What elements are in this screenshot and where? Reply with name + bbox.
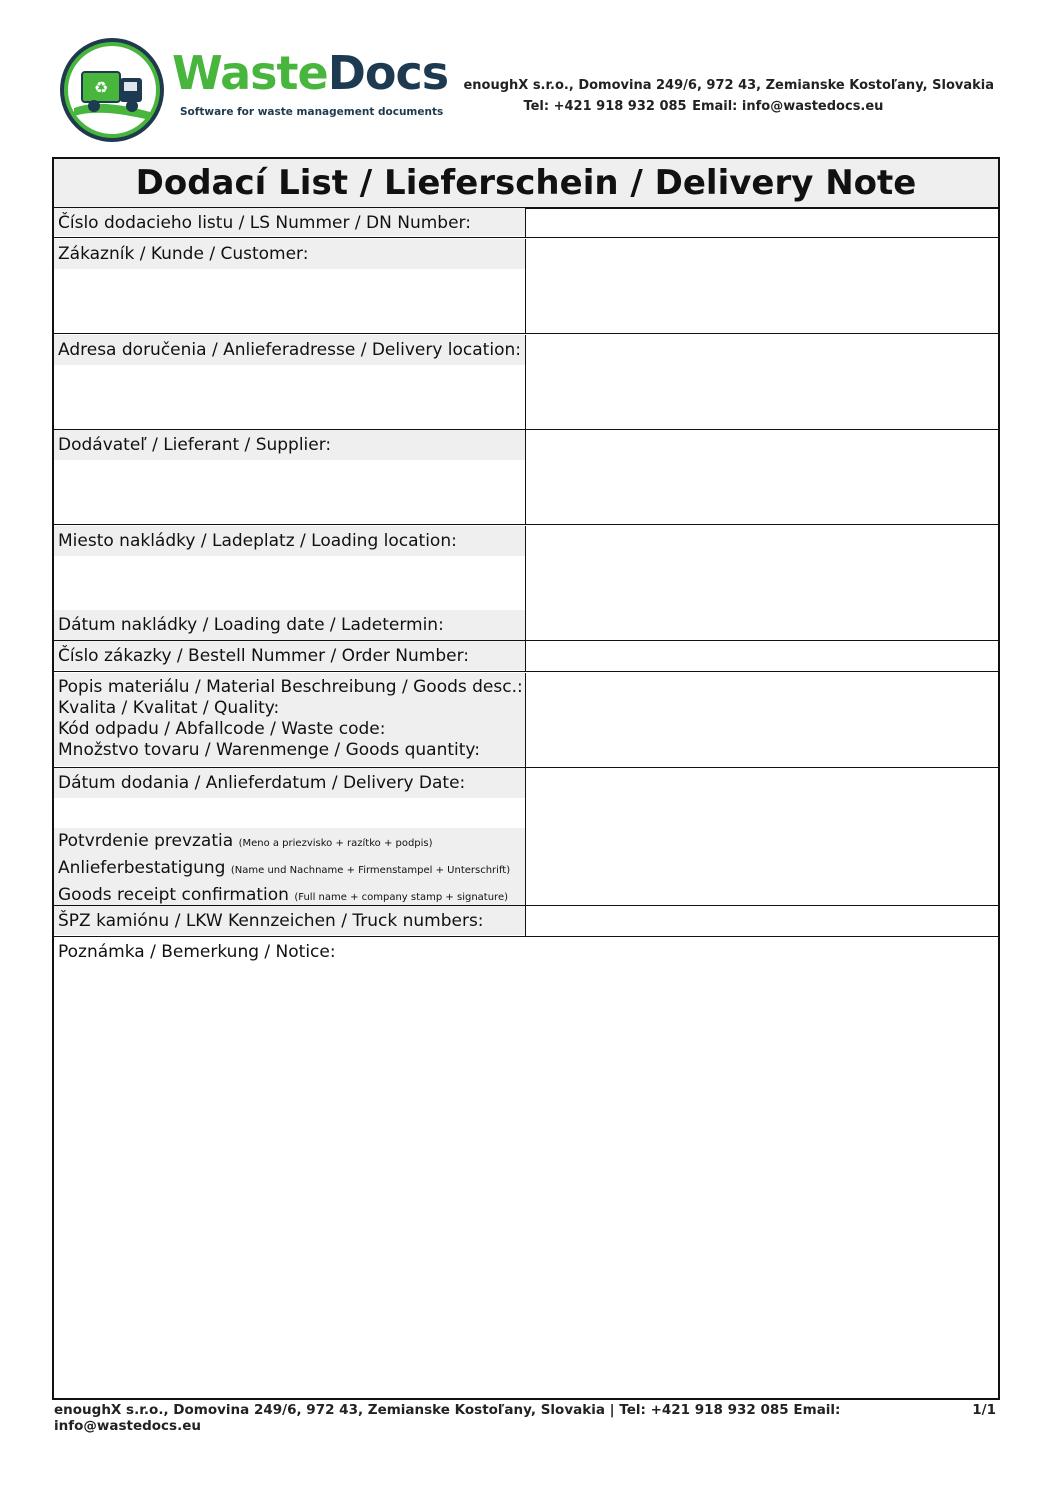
company-email: Email: info@wastedocs.eu [692, 99, 884, 114]
row-delivery-date [54, 768, 998, 906]
receipt-confirmation-labels [54, 828, 525, 905]
row-delivery-location [54, 335, 998, 430]
row-supplier [54, 430, 998, 525]
goods-field[interactable] [526, 673, 998, 767]
notice-label: Poznámka / Bemerkung / Notice: [58, 942, 336, 962]
loading-date-label: Dátum nakládky / Loading date / Ladetermin: [54, 610, 525, 640]
row-dn-number [54, 208, 998, 238]
supplier-field[interactable] [526, 430, 998, 524]
company-address: enoughX s.r.o., Domovina 249/6, 972 43, Zemianske Kostoľany, Slovakia [463, 78, 994, 93]
truck-logo-icon [60, 38, 164, 142]
page-footer [54, 1402, 996, 1434]
truck-numbers-label: ŠPZ kamiónu / LKW Kennzeichen / Truck numbers: [54, 906, 525, 935]
goods-desc-label: Popis materiálu / Material Beschreibung / Goods desc.: [58, 677, 523, 697]
row-order-number [54, 641, 998, 672]
page-number: 1/1 [972, 1402, 996, 1418]
company-info [463, 75, 994, 117]
form-title: Dodací List / Lieferschein / Delivery Note [54, 159, 998, 209]
notice-field[interactable] [54, 938, 998, 1398]
dn-number-label: Číslo dodacieho listu / LS Nummer / DN Number: [54, 208, 525, 236]
customer-field[interactable] [526, 239, 998, 333]
footer-text: enoughX s.r.o., Domovina 249/6, 972 43, Zemianske Kostoľany, Slovakia | Tel: +421 918 932 085 Email: info@wastedocs.eu [54, 1402, 841, 1434]
supplier-label: Dodávateľ / Lieferant / Supplier: [54, 430, 525, 460]
waste-code-label: Kód odpadu / Abfallcode / Waste code: [58, 719, 386, 739]
goods-quantity-label: Množstvo tovaru / Warenmenge / Goods quantity: [58, 740, 480, 760]
company-tel: Tel: +421 918 932 085 [523, 99, 687, 114]
confirm-sk-label: Potvrdenie prevzatia [58, 831, 234, 851]
customer-label: Zákazník / Kunde / Customer: [54, 239, 525, 269]
loading-location-field[interactable] [526, 526, 998, 640]
delivery-note-form [52, 157, 1000, 1400]
order-number-field[interactable] [526, 641, 998, 671]
delivery-date-field[interactable] [526, 768, 998, 905]
goods-labels [54, 673, 525, 766]
row-loading-location [54, 526, 998, 641]
wastedocs-logo [50, 36, 449, 146]
svg-text:♻: ♻ [93, 78, 109, 97]
quality-label: Kvalita / Kvalitat / Quality: [58, 698, 280, 718]
delivery-location-label: Adresa doručenia / Anlieferadresse / Delivery location: [54, 335, 525, 365]
confirm-de-note: (Name und Nachname + Firmenstampel + Unterschrift) [230, 865, 511, 876]
confirm-sk-note: (Meno a priezvisko + razítko + podpis) [238, 838, 433, 849]
delivery-location-field[interactable] [526, 335, 998, 429]
brand-name: WasteDocs [172, 46, 449, 100]
order-number-label: Číslo zákazky / Bestell Nummer / Order Number: [54, 641, 525, 670]
confirm-en-note: (Full name + company stamp + signature) [294, 892, 508, 903]
brand-tagline: Software for waste management documents [180, 106, 444, 118]
loading-location-label: Miesto nakládky / Ladeplatz / Loading location: [54, 526, 525, 556]
confirm-en-label: Goods receipt confirmation [58, 885, 289, 905]
confirm-de-label: Anlieferbestatigung [58, 858, 226, 878]
row-goods [54, 673, 998, 768]
dn-number-field[interactable] [526, 208, 998, 237]
row-truck-numbers [54, 906, 998, 937]
truck-numbers-field[interactable] [526, 906, 998, 936]
delivery-date-label: Dátum dodania / Anlieferdatum / Delivery Date: [54, 768, 525, 798]
row-customer [54, 239, 998, 334]
